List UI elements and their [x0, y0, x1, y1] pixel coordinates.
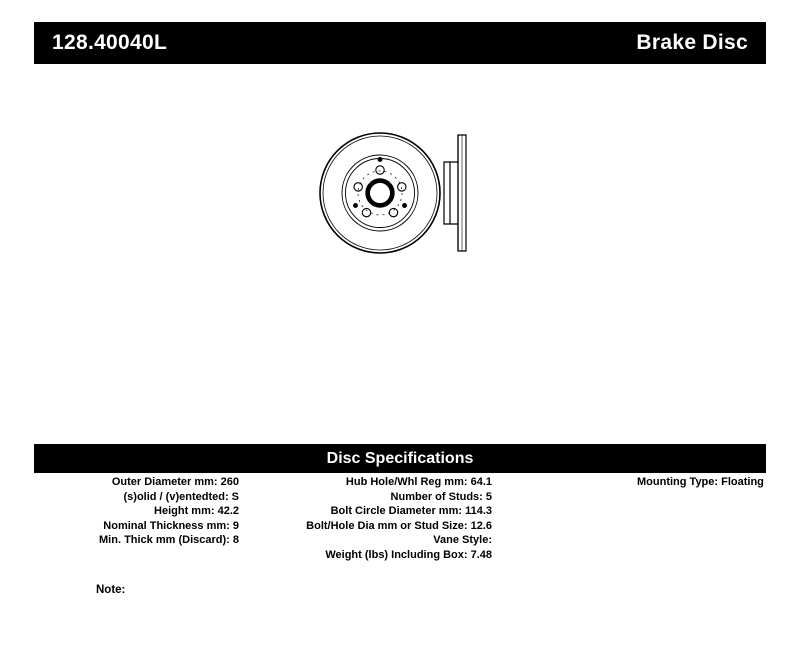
spec-column-right [492, 475, 766, 490]
page-title: Brake Disc [636, 31, 748, 54]
spec-heading-bar [34, 444, 766, 473]
page-bottom-rule [0, 640, 800, 641]
note-row [34, 584, 766, 596]
part-number: 128.40040L [52, 31, 168, 54]
spec-column-middle [257, 475, 492, 562]
spec-item: (s)olid / (v)entedted: S [123, 490, 239, 503]
spec-item: Outer Diameter mm: 260 [111, 476, 239, 488]
spec-item: Mounting Type: Floating [637, 476, 764, 488]
spec-item: Weight (lbs) Including Box: 7.48 [325, 548, 492, 561]
spec-item: Height mm: 42.2 [154, 505, 239, 517]
spec-item: Hub Hole/Whl Reg mm: 64.1 [345, 476, 492, 488]
spec-heading: Disc Specifications [326, 449, 474, 467]
rotor-edge-view [444, 135, 466, 251]
spec-item: Number of Studs: 5 [390, 490, 492, 503]
rotor-drawing-svg [260, 100, 560, 300]
rotor-face-view [320, 133, 440, 253]
spec-item: Bolt Circle Diameter mm: 114.3 [330, 505, 492, 517]
spec-item: Min. Thick mm (Discard): 8 [99, 534, 239, 546]
spec-item: Nominal Thickness mm: 9 [103, 519, 239, 532]
spec-body [34, 475, 766, 596]
spec-column-left [34, 475, 239, 548]
spec-item: Bolt/Hole Dia mm or Stud Size: 12.6 [306, 519, 492, 532]
header-bar [34, 22, 766, 64]
product-drawing [260, 100, 560, 300]
note-label: Note: [96, 584, 126, 596]
spec-item: Vane Style: [433, 534, 492, 546]
